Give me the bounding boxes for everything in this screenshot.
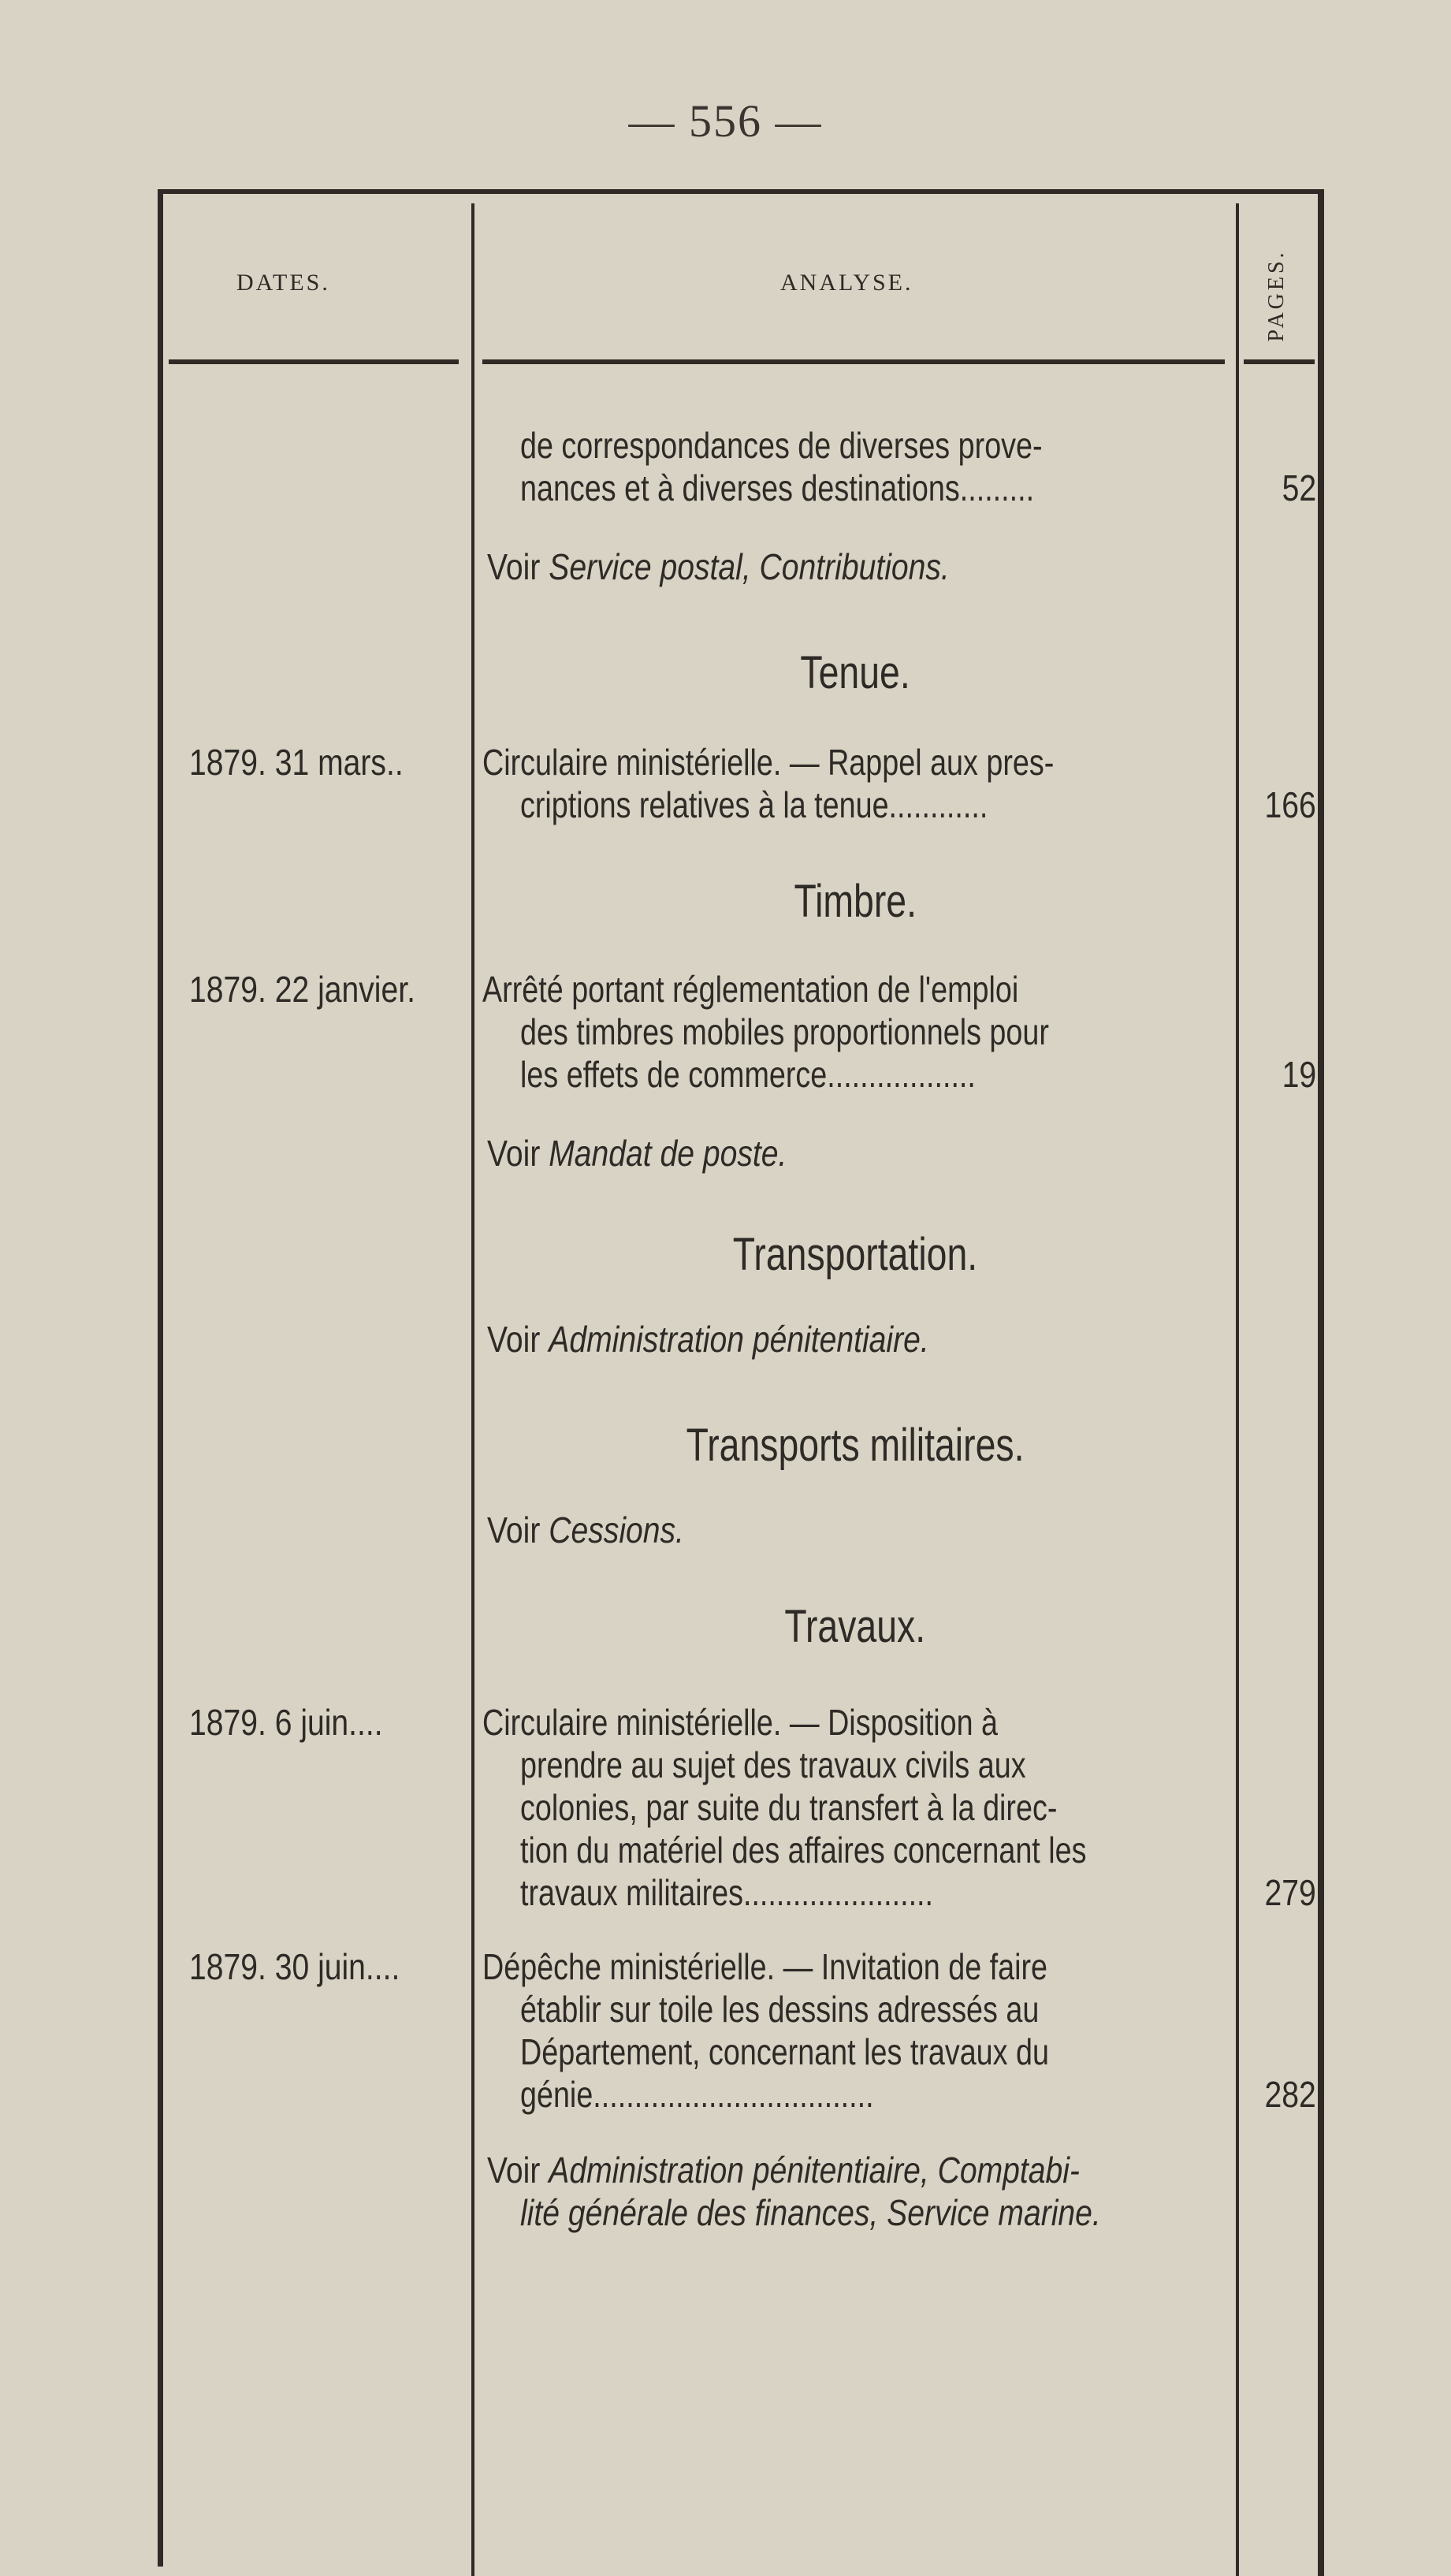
- continuation-page-ref: 52: [1282, 467, 1316, 508]
- cross-reference: Administration pénitentiaire.: [549, 1319, 929, 1360]
- table-left-border: [158, 194, 163, 2567]
- entry-date: 1879. 22 janvier.: [189, 969, 415, 1010]
- entry-date: 1879. 30 juin....: [189, 1946, 400, 1987]
- tenue-line-1: Circulaire ministérielle. — Rappel aux pres-: [482, 742, 1055, 783]
- travaux-1-line-5: travaux militaires.......................: [520, 1872, 934, 1913]
- see-also-mandat-de-poste: Voir Mandat de poste.: [487, 1133, 787, 1174]
- see-also-cessions: Voir Cessions.: [487, 1509, 684, 1550]
- pages-column-header: [1237, 236, 1316, 355]
- continuation-line-1: de correspondances de diverses prove-: [520, 425, 1043, 466]
- section-heading-tenue: Tenue.: [800, 647, 910, 698]
- travaux-1-page-ref: 279: [1264, 1872, 1316, 1913]
- dates-column-header: DATES.: [236, 270, 330, 296]
- tenue-line-2: criptions relatives à la tenue............: [520, 784, 988, 825]
- timbre-page-ref: 19: [1282, 1054, 1316, 1095]
- travaux-2-page-ref: 282: [1264, 2074, 1316, 2115]
- see-also-administration-penitentiaire: Voir Administration pénitentiaire.: [487, 1319, 929, 1360]
- analyse-header-rule: [482, 359, 1225, 364]
- pages-column-divider: [1236, 203, 1239, 2576]
- page-number: — 556 —: [628, 95, 823, 147]
- travaux-2-line-4: génie..................................: [520, 2074, 874, 2115]
- travaux-2-line-1: Dépêche ministérielle. — Invitation de faire: [482, 1946, 1048, 1987]
- continuation-line-2: nances et à diverses destinations.........: [520, 467, 1035, 508]
- cross-reference: Administration pénitentiaire, Comptabi-: [549, 2150, 1080, 2191]
- dates-header-rule: [169, 359, 459, 364]
- tenue-page-ref: 166: [1264, 784, 1316, 825]
- travaux-2-line-3: Département, concernant les travaux du: [520, 2031, 1049, 2072]
- entry-date: 1879. 31 mars..: [189, 742, 404, 783]
- pages-column-header-label: PAGES.: [1264, 249, 1289, 342]
- travaux-1-line-2: prendre au sujet des travaux civils aux: [520, 1744, 1026, 1785]
- cross-reference: Service postal, Contributions.: [549, 546, 950, 587]
- cross-reference: Mandat de poste.: [549, 1133, 787, 1174]
- section-heading-transports-militaires: Transports militaires.: [686, 1420, 1025, 1471]
- table-top-rule: [158, 189, 1324, 194]
- travaux-2-line-2: établir sur toile les dessins adressés au: [520, 1989, 1040, 2030]
- section-heading-timbre: Timbre.: [794, 876, 917, 927]
- travaux-1-line-1: Circulaire ministérielle. — Disposition à: [482, 1702, 999, 1743]
- timbre-line-3: les effets de commerce..................: [520, 1054, 976, 1095]
- section-heading-travaux: Travaux.: [784, 1601, 926, 1652]
- pages-header-rule: [1244, 359, 1315, 364]
- cross-reference: Cessions.: [549, 1509, 684, 1550]
- table-right-border: [1318, 194, 1324, 2576]
- entry-date: 1879. 6 juin....: [189, 1702, 383, 1743]
- timbre-line-1: Arrêté portant réglementation de l'emploi: [482, 969, 1019, 1010]
- travaux-1-line-3: colonies, par suite du transfert à la direc-: [520, 1787, 1058, 1828]
- see-also-travaux-line-1: Voir Administration pénitentiaire, Comptabi-: [487, 2150, 1080, 2191]
- travaux-1-line-4: tion du matériel des affaires concernant les: [520, 1830, 1087, 1871]
- dates-column-divider: [471, 203, 474, 2576]
- timbre-line-2: des timbres mobiles proportionnels pour: [520, 1011, 1049, 1052]
- section-heading-transportation: Transportation.: [732, 1229, 978, 1280]
- see-also-travaux-line-2: [520, 2191, 1204, 2234]
- see-also-service-postal: Voir Service postal, Contributions.: [487, 546, 950, 587]
- cross-reference: lité générale des finances, Service marine.: [520, 2192, 1101, 2233]
- analyse-column-header: ANALYSE.: [780, 270, 913, 296]
